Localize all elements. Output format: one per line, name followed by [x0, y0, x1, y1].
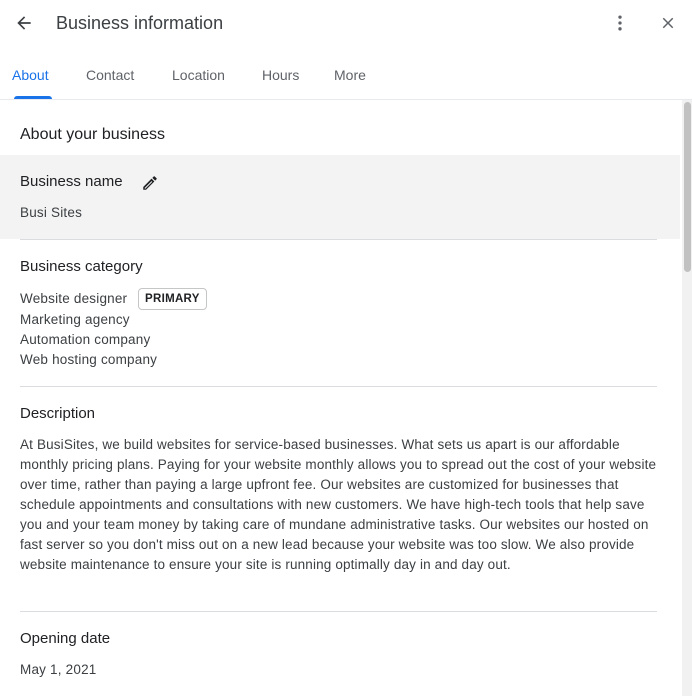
category-item: Automation company [20, 332, 151, 347]
business-name-row[interactable] [0, 155, 680, 239]
category-item: Website designer [20, 291, 128, 306]
page-title: Business information [56, 13, 224, 33]
tab-bar [0, 58, 692, 100]
description-text: At BusiSites, we build websites for service-based businesses. What sets us apart is our affordable monthly pricing plans. Paying for your website monthly allows you to spread out the cost of your website over time, rather than paying a large upfront fee. Our websites are customized for businesses that schedule appointments and consultations with new customers. We have high-tech tools that help save you and your team money by taking care of mundane administrative tasks. Our websites our hosted on fast server so you don't miss out on a new lead because your website was too slow. We also provide website maintenance to ensure your site is running optimally day in and day out. [20, 437, 657, 572]
tab-location[interactable]: Location [172, 67, 225, 83]
close-button[interactable] [652, 7, 684, 39]
edit-business-name-button[interactable] [140, 173, 160, 193]
arrow-back-icon [14, 13, 34, 33]
tab-more[interactable]: More [334, 67, 366, 83]
scrollbar-thumb[interactable] [684, 102, 691, 272]
tab-contact[interactable]: Contact [86, 67, 135, 83]
opening-date-value: May 1, 2021 [20, 662, 97, 677]
tabs-divider [0, 99, 692, 100]
category-item: Marketing agency [20, 312, 130, 327]
dialog-header [0, 0, 692, 46]
tab-about[interactable]: About [12, 67, 49, 83]
divider [20, 611, 657, 612]
pencil-icon [141, 174, 159, 192]
back-button[interactable] [8, 7, 40, 39]
more-vert-icon [610, 13, 630, 33]
category-item: Web hosting company [20, 352, 158, 367]
opening-date-label: Opening date [20, 630, 111, 647]
divider [20, 386, 657, 387]
tab-hours[interactable]: Hours [262, 67, 300, 83]
business-name-value: Busi Sites [20, 205, 83, 220]
close-icon [659, 14, 677, 32]
business-category-label: Business category [20, 258, 143, 275]
section-heading: About your business [20, 126, 165, 143]
description-label: Description [20, 405, 96, 422]
business-name-label: Business name [20, 173, 123, 190]
divider [20, 239, 657, 240]
more-options-button[interactable] [604, 7, 636, 39]
primary-badge: PRIMARY [138, 288, 207, 310]
